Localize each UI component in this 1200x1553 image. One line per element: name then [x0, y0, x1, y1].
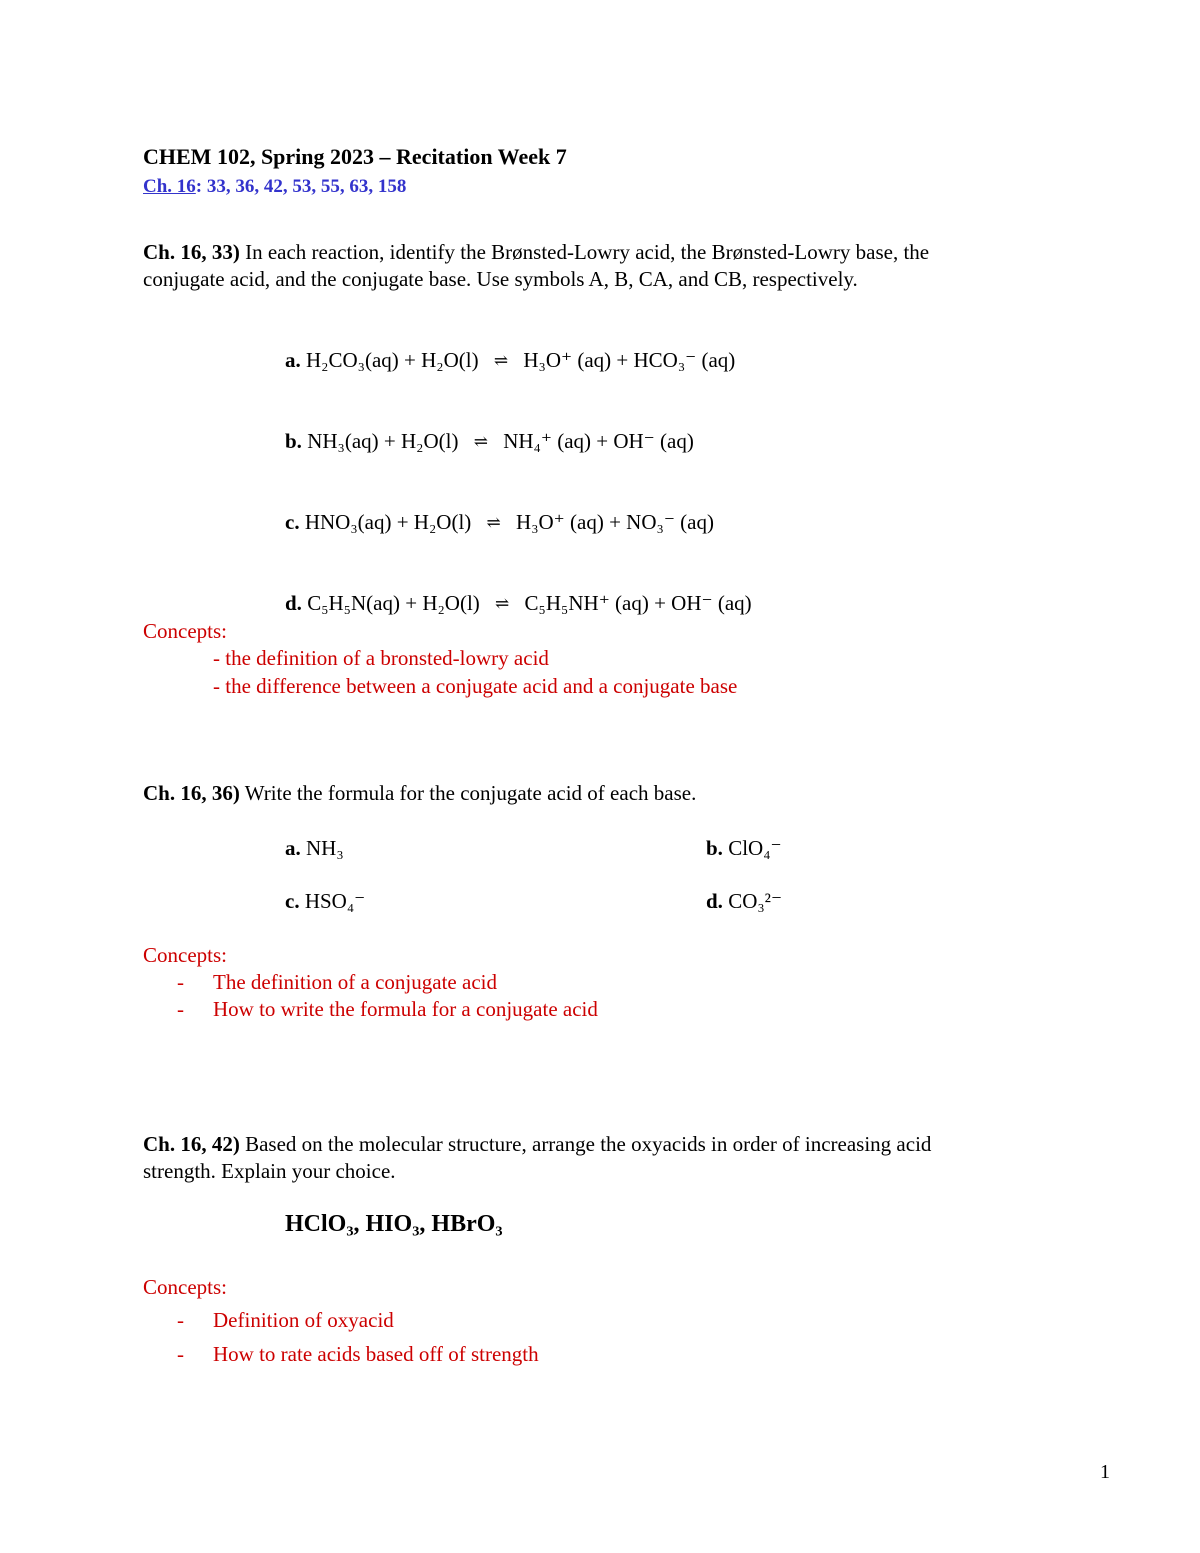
- q36-item-c: [285, 889, 365, 914]
- reaction-products: C₅H₅NH⁺ (aq) + OH⁻ (aq): [524, 591, 752, 615]
- item-formula: CO₃²⁻: [728, 889, 783, 913]
- reaction-d: [285, 591, 752, 616]
- reaction-reactants: NH₃(aq) + H₂O(l): [307, 429, 459, 453]
- item-letter: c.: [285, 889, 300, 913]
- q42-text-line1: Based on the molecular structure, arrange the oxyacids in order of increasing acid: [239, 1132, 932, 1156]
- reaction-reactants: H₂CO₃(aq) + H₂O(l): [306, 348, 479, 372]
- oxyacid-list: HClO₃, HIO₃, HBrO₃: [285, 1211, 503, 1237]
- q33-text-line1: In each reaction, identify the Brønsted-Lowry acid, the Brønsted-Lowry base, the: [239, 240, 930, 264]
- q42-concepts-label: Concepts:: [143, 1275, 227, 1299]
- reaction-letter: a.: [285, 348, 301, 372]
- q42-prompt-line1: [143, 1132, 931, 1157]
- q36-concept-item: How to write the formula for a conjugate acid: [213, 997, 598, 1021]
- q33-concept-item: - the definition of a bronsted-lowry acid: [213, 646, 549, 670]
- chapter-line: [143, 176, 406, 199]
- q36-item-b: [706, 836, 782, 861]
- q42-concept-item: Definition of oxyacid: [213, 1308, 394, 1332]
- q33-concepts-label: Concepts:: [143, 619, 227, 643]
- q42-text-line2: strength. Explain your choice.: [143, 1159, 396, 1183]
- page-title: CHEM 102, Spring 2023 – Recitation Week 7: [143, 144, 567, 169]
- bullet-dash: -: [177, 1308, 184, 1332]
- item-formula: HSO₄⁻: [304, 889, 366, 913]
- reaction-b: [285, 429, 694, 454]
- q36-text: Write the formula for the conjugate acid of each base.: [239, 781, 697, 805]
- q42-concept-item: How to rate acids based off of strength: [213, 1342, 539, 1366]
- bullet-dash: -: [177, 997, 184, 1021]
- q33-prompt-line1: [143, 240, 929, 265]
- q42-label: Ch. 16, 42): [143, 1132, 240, 1156]
- chapter-problems: : 33, 36, 42, 53, 55, 63, 158: [195, 176, 407, 197]
- q36-prompt: [143, 781, 696, 806]
- q33-text-line2: conjugate acid, and the conjugate base. Use symbols A, B, CA, and CB, respectively.: [143, 267, 858, 291]
- equilibrium-arrow-icon: ⇌: [473, 432, 488, 451]
- item-formula: ClO₄⁻: [728, 836, 782, 860]
- reaction-a: [285, 348, 735, 373]
- q36-item-d: [706, 889, 782, 914]
- reaction-letter: b.: [285, 429, 302, 453]
- item-formula: NH₃: [306, 836, 344, 860]
- reaction-products: NH₄⁺ (aq) + OH⁻ (aq): [503, 429, 694, 453]
- reaction-reactants: C₅H₅N(aq) + H₂O(l): [307, 591, 480, 615]
- bullet-dash: -: [177, 1342, 184, 1366]
- q36-concept-item: The definition of a conjugate acid: [213, 970, 497, 994]
- q33-label: Ch. 16, 33): [143, 240, 240, 264]
- q36-label: Ch. 16, 36): [143, 781, 240, 805]
- q36-concepts-label: Concepts:: [143, 943, 227, 967]
- reaction-letter: d.: [285, 591, 302, 615]
- item-letter: d.: [706, 889, 723, 913]
- reaction-letter: c.: [285, 510, 300, 534]
- q33-concept-item: - the difference between a conjugate acid and a conjugate base: [213, 674, 738, 698]
- item-letter: a.: [285, 836, 301, 860]
- bullet-dash: -: [177, 970, 184, 994]
- equilibrium-arrow-icon: ⇌: [495, 594, 510, 613]
- equilibrium-arrow-icon: ⇌: [486, 513, 501, 532]
- reaction-products: H₃O⁺ (aq) + NO₃⁻ (aq): [516, 510, 714, 534]
- q36-item-a: [285, 836, 344, 861]
- reaction-c: [285, 510, 714, 535]
- reaction-products: H₃O⁺ (aq) + HCO₃⁻ (aq): [523, 348, 736, 372]
- chapter-link[interactable]: Ch. 16: [143, 176, 196, 197]
- item-letter: b.: [706, 836, 723, 860]
- reaction-reactants: HNO₃(aq) + H₂O(l): [304, 510, 472, 534]
- page-number: 1: [1100, 1461, 1110, 1483]
- equilibrium-arrow-icon: ⇌: [493, 351, 509, 370]
